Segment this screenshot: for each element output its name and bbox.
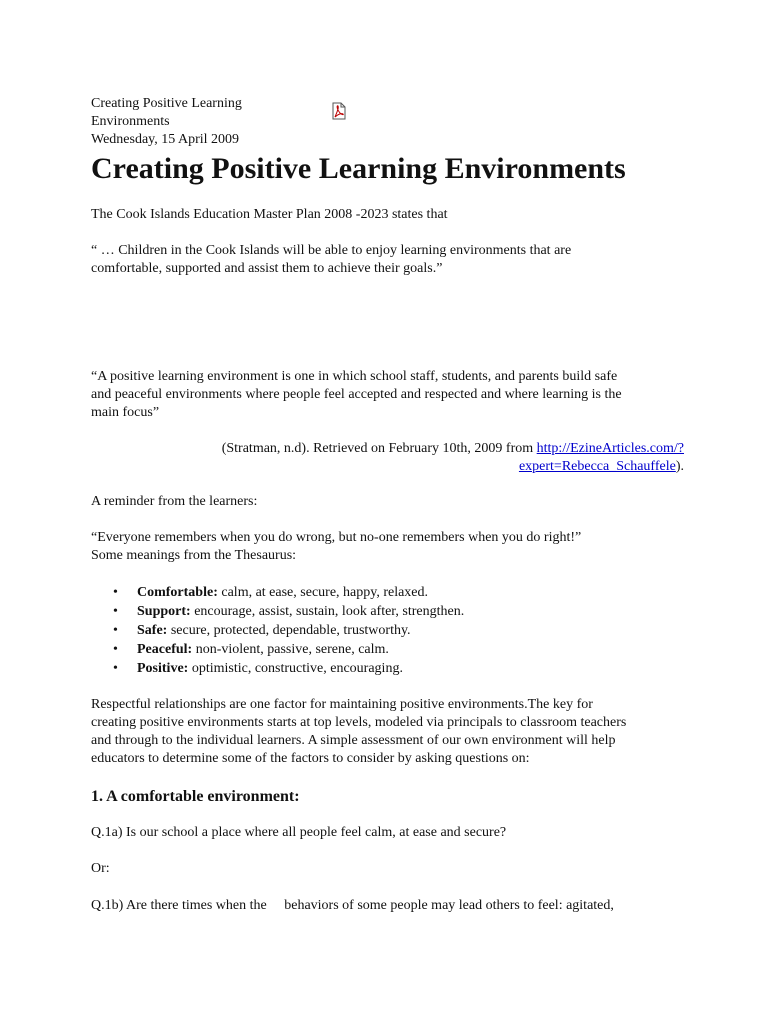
- bullet: •: [113, 623, 118, 638]
- list-item-meaning: secure, protected, dependable, trustworthy.: [167, 623, 411, 638]
- list-item-meaning: encourage, assist, sustain, look after, strengthen.: [190, 604, 465, 619]
- citation: [150, 440, 684, 476]
- list-item: [91, 583, 671, 602]
- respect-paragraph-line1: Respectful relationships are one factor for maintaining positive environments.The key for: [91, 697, 593, 712]
- quote-positive-environment-line2: and peaceful environments where people feel accepted and respected and where learning is the: [91, 387, 622, 402]
- citation-suffix: ).: [675, 459, 684, 474]
- quote-positive-environment-line3: main focus”: [91, 405, 160, 420]
- citation-prefix: (Stratman, n.d). Retrieved on February 10th, 2009 from: [221, 441, 537, 456]
- list-item-term: Peaceful:: [137, 642, 193, 657]
- citation-link-part2[interactable]: expert=Rebecca_Schauffele: [518, 459, 676, 474]
- respect-paragraph-line3: and through to the individual learners. A simple assessment of our own environment will help: [91, 733, 616, 748]
- list-item: [91, 640, 671, 659]
- citation-link-part1[interactable]: http://EzineArticles.com/?: [536, 441, 684, 456]
- reminder-text: A reminder from the learners:: [91, 494, 258, 509]
- list-item-meaning: non-violent, passive, serene, calm.: [192, 642, 389, 657]
- quote-master-plan-line2: comfortable, supported and assist them to achieve their goals.”: [91, 261, 443, 276]
- header-doc-title-line1: Creating Positive Learning: [91, 96, 242, 111]
- list-item-meaning: calm, at ease, secure, happy, relaxed.: [217, 585, 429, 600]
- list-item-meaning: optimistic, constructive, encouraging.: [188, 661, 403, 676]
- thesaurus-list: [91, 583, 671, 678]
- quote-positive-environment: [91, 368, 671, 422]
- page-title: Creating Positive Learning Environments: [91, 152, 626, 185]
- bullet: •: [113, 642, 118, 657]
- respect-paragraph-line4: educators to determine some of the factors to consider by asking questions on:: [91, 751, 530, 766]
- list-item-term: Safe:: [137, 623, 168, 638]
- list-item-term: Positive:: [137, 661, 189, 676]
- quote-positive-environment-line1: “A positive learning environment is one in which school staff, students, and parents build safe: [91, 369, 618, 384]
- bullet: •: [113, 604, 118, 619]
- respect-paragraph: [91, 696, 691, 768]
- section-heading: 1. A comfortable environment:: [91, 788, 300, 805]
- bullet: •: [113, 661, 118, 676]
- list-item: [91, 621, 671, 640]
- pdf-icon[interactable]: [331, 102, 347, 120]
- list-item: [91, 659, 671, 678]
- header-date: Wednesday, 15 April 2009: [91, 132, 240, 147]
- header-doc-title: [91, 95, 242, 149]
- respect-paragraph-line2: creating positive environments starts at top levels, modeled via principals to classroom teachers: [91, 715, 627, 730]
- bullet: •: [113, 585, 118, 600]
- learner-quote-block: [91, 529, 671, 565]
- thesaurus-intro: Some meanings from the Thesaurus:: [91, 548, 297, 563]
- intro-text: The Cook Islands Education Master Plan 2008 -2023 states that: [91, 207, 448, 222]
- header-doc-title-line2: Environments: [91, 114, 170, 129]
- question-1b: Q.1b) Are there times when the behaviors of some people may lead others to feel: agitated,: [91, 898, 614, 913]
- question-1a: Q.1a) Is our school a place where all people feel calm, at ease and secure?: [91, 825, 507, 840]
- list-item-term: Comfortable:: [137, 585, 218, 600]
- quote-master-plan: [91, 242, 671, 278]
- list-item: [91, 602, 671, 621]
- learner-quote: “Everyone remembers when you do wrong, but no-one remembers when you do right!”: [91, 530, 582, 545]
- list-item-term: Support:: [137, 604, 191, 619]
- or-text: Or:: [91, 861, 110, 876]
- quote-master-plan-line1: “ … Children in the Cook Islands will be able to enjoy learning environments that are: [91, 243, 572, 258]
